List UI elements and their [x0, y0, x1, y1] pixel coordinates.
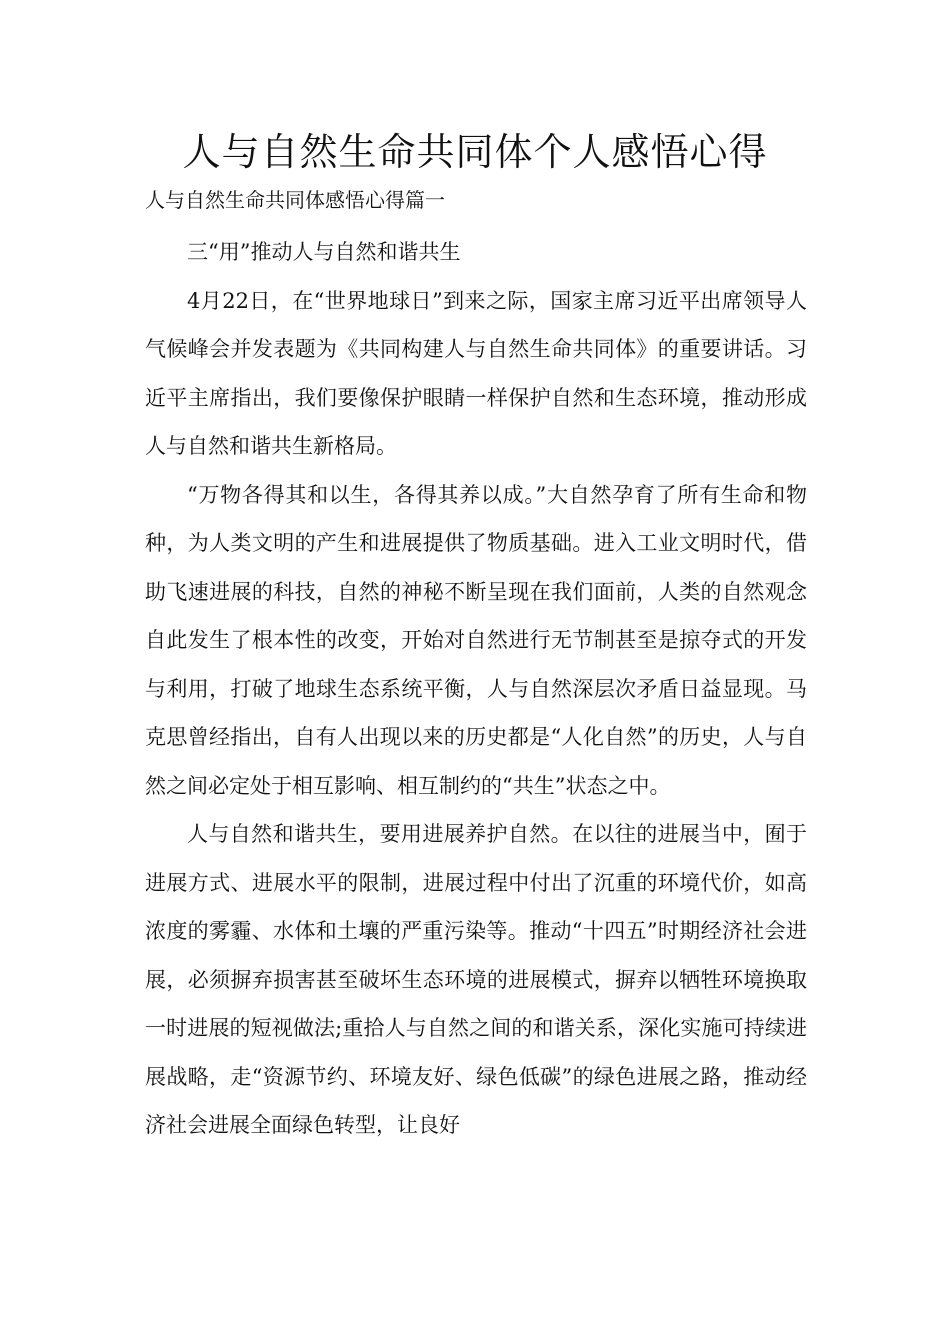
body-paragraph: 人与自然和谐共生，要用进展养护自然。在以往的进展当中，囿于进展方式、进展水平的限制，进展过程中付出了沉重的环境代价，如高浓度的雾霾、水体和土壤的严重污染等。推动“十四五”时期经济社会进展，必须摒弃损害甚至破坏生态环境的进展模式，摒弃以牺牲环境换取一时进展的短视做法;重拾人与自然之间的和谐关系，深化实施可持续进展战略，走“资源节约、环境友好、绿色低碳”的绿色进展之路，推动经济社会进展全面绿色转型，让良好	[145, 822, 807, 1137]
section-heading: 三“用”推动人与自然和谐共生	[187, 240, 461, 264]
body-paragraph: “万物各得其和以生，各得其养以成。”大自然孕育了所有生命和物种，为人类文明的产生和进展提供了物质基础。进入工业文明时代，借助飞速进展的科技，自然的神秘不断呈现在我们面前，人类的自然观念自此发生了根本性的改变，开始对自然进行无节制甚至是掠夺式的开发与利用，打破了地球生态系统平衡，人与自然深层次矛盾日益显现。马克思曾经指出，自有人出现以来的历史都是“人化自然”的历史，人与自然之间必定处于相互影响、相互制约的“共生”状态之中。	[145, 482, 807, 798]
document-subtitle: 人与自然生命共同体感悟心得篇一	[145, 188, 445, 212]
body-paragraph: 4月22日，在“世界地球日”到来之际，国家主席习近平出席领导人气候峰会并发表题为《共同构建人与自然生命共同体》的重要讲话。习近平主席指出，我们要像保护眼睛一样保护自然和生态环境，推动形成人与自然和谐共生新格局。	[145, 288, 807, 458]
document-body	[145, 228, 807, 1150]
document-title: 人与自然生命共同体个人感悟心得	[182, 130, 768, 174]
